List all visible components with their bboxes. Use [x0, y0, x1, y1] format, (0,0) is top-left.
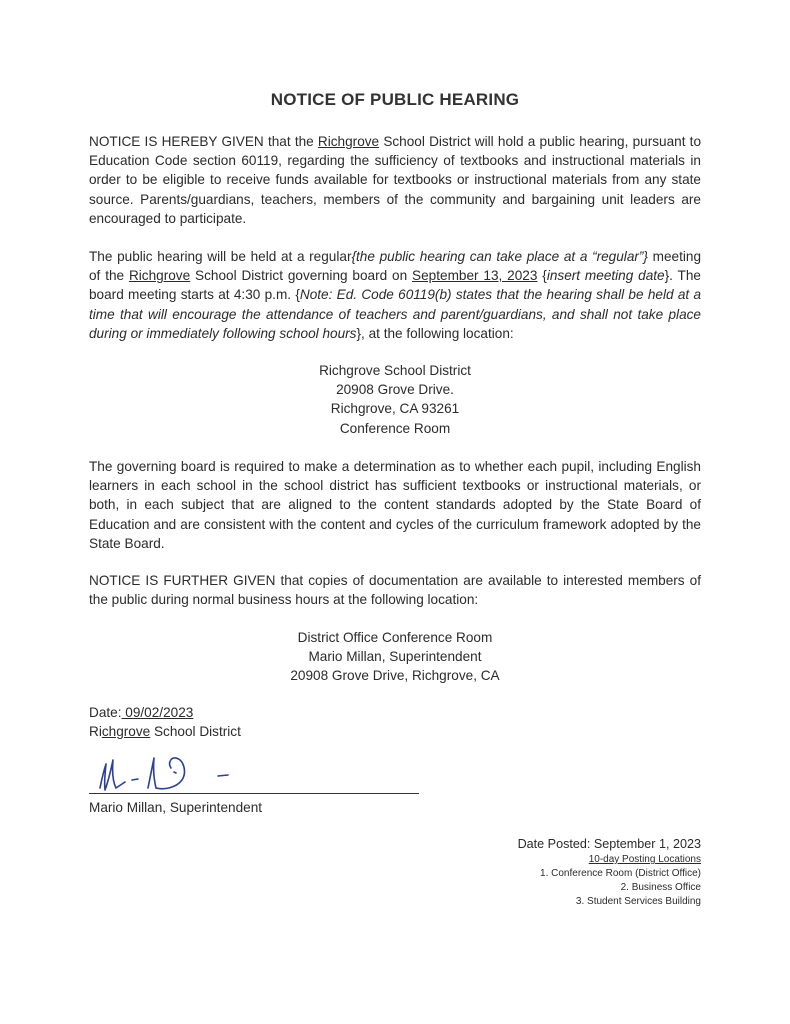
hearing-location	[0, 361, 790, 438]
editor-note: {the public hearing can take place at a “regular”}	[351, 249, 648, 264]
date-value: 09/02/2023	[121, 705, 194, 720]
paragraph-documentation: NOTICE IS FURTHER GIVEN that copies of documentation are available to interested members of the public during normal business hours at the following location:	[89, 573, 701, 608]
district-line	[89, 722, 241, 741]
documentation-location	[0, 628, 790, 686]
location-line: Mario Millan, Superintendent	[308, 649, 482, 665]
location-line: 20908 Grove Drive.	[336, 382, 454, 398]
posted-date: Date Posted: September 1, 2023	[517, 837, 701, 851]
signature-image	[92, 748, 252, 794]
page-title: NOTICE OF PUBLIC HEARING	[270, 90, 520, 109]
text-run: School District will hold a public hearing, pursuant to Education Code section 60119, regarding the sufficiency of textbooks and instructional materials in order to be eligible to receive funds available for textbooks or instructional materials from any state source. Parents/guardians, teachers, members of the community and bargaining unit leaders are encouraged to participate.	[89, 134, 702, 226]
meeting-date: September 13, 2023	[412, 268, 538, 284]
text-run: School District governing board on	[190, 268, 413, 284]
district-name: Richgrove	[128, 268, 191, 284]
location-line: Conference Room	[339, 420, 451, 436]
text-run: NOTICE IS HEREBY GIVEN that the	[89, 134, 318, 149]
paragraph-hearing	[89, 247, 701, 343]
text-run: meeting of the	[89, 249, 702, 284]
paragraph-notice	[89, 132, 701, 228]
paragraph-determination: The governing board is required to make a determination as to whether each pupil, including English learners in each school in the school district has sufficient textbooks or instructional materials, or both, in each subject that are aligned to the content standards adopted by the State Board of Education and are consistent with the content and cycles of the curriculum framework adopted by the State Board.	[89, 459, 701, 551]
location-line: Richgrove School District	[319, 363, 471, 378]
text-run: {	[537, 268, 547, 284]
text-run: }, at the following location:	[356, 325, 514, 341]
signature-rule	[89, 793, 419, 794]
date-label: Date:	[89, 705, 122, 720]
location-line: 20908 Grove Drive, Richgrove, CA	[290, 668, 500, 684]
location-line: District Office Conference Room	[297, 630, 493, 645]
location-line: Richgrove, CA 93261	[330, 401, 460, 417]
posting-info	[518, 836, 701, 909]
text-run: chgrove	[101, 724, 151, 739]
editor-note: insert meeting date	[546, 268, 665, 284]
text-run: }. The board meeting starts at 4:30 p.m. {	[89, 268, 701, 303]
editor-note: Note: Ed. Code 60119(b) states that the hearing shall be held at a time that will encourage the attendance of teachers and parent/guardians, and shall not take place during or immediately following school hours	[89, 287, 702, 341]
district-name: Richgrove	[317, 134, 380, 149]
posting-locations-heading: 10-day Posting Locations	[588, 854, 701, 865]
text-run: Ri	[89, 724, 102, 739]
posting-location-item: 2. Business Office	[620, 882, 701, 893]
date-line	[89, 703, 193, 722]
text-run: School District	[150, 724, 241, 739]
text-run: The public hearing will be held at a regular	[89, 249, 352, 264]
signer-name: Mario Millan, Superintendent	[89, 800, 263, 815]
posting-location-item: 1. Conference Room (District Office)	[540, 868, 701, 879]
posting-location-item: 3. Student Services Building	[575, 896, 701, 907]
